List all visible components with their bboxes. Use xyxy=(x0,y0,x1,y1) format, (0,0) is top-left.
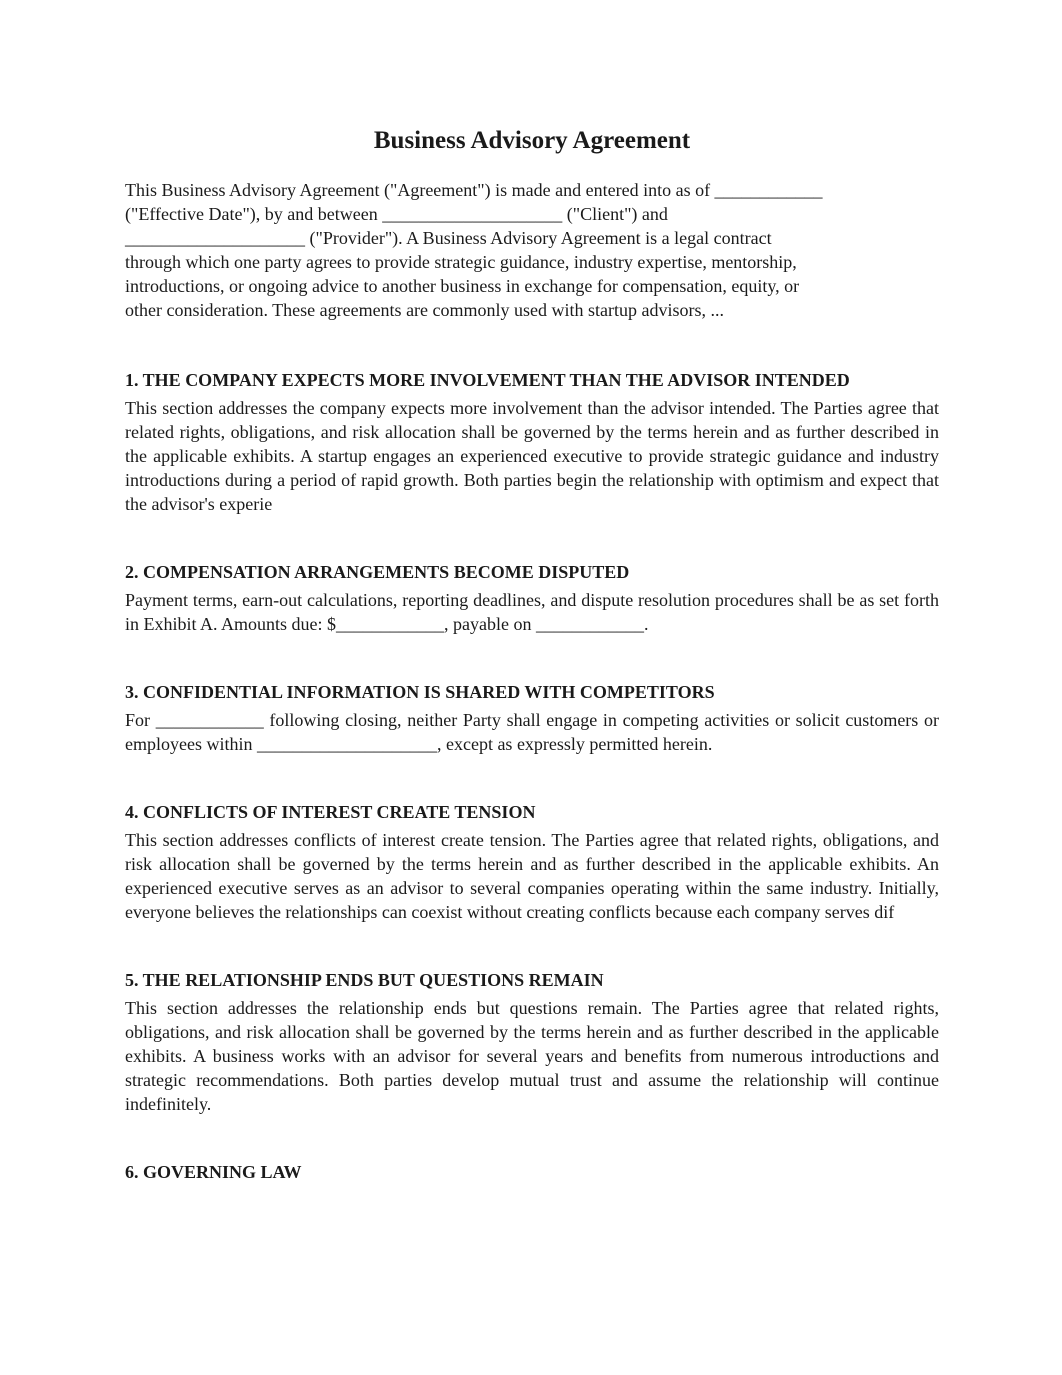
section-5 xyxy=(125,968,939,1116)
section-1-body: This section addresses the company expects more involvement than the advisor intended. The Parties agree that related rights, obligations, and risk allocation shall be governed by the terms herein and as further described in the applicable exhibits. A startup engages an experienced executive to provide strategic guidance and industry introductions during a period of rapid growth. Both parties begin the relationship with optimism and expect that the advisor's experie xyxy=(125,398,939,514)
section-1-heading: 1. THE COMPANY EXPECTS MORE INVOLVEMENT THAN THE ADVISOR INTENDED xyxy=(125,370,850,390)
document-content xyxy=(125,124,939,1188)
section-4-heading: 4. CONFLICTS OF INTEREST CREATE TENSION xyxy=(125,802,536,822)
section-2-body: Payment terms, earn-out calculations, reporting deadlines, and dispute resolution procedures shall be as set forth in Exhibit A. Amounts due: $____________, payable on ____________. xyxy=(125,590,939,634)
section-2-heading: 2. COMPENSATION ARRANGEMENTS BECOME DISPUTED xyxy=(125,562,630,582)
section-3-heading: 3. CONFIDENTIAL INFORMATION IS SHARED WITH COMPETITORS xyxy=(125,682,715,702)
section-1 xyxy=(125,368,939,516)
section-2 xyxy=(125,560,939,636)
section-6 xyxy=(125,1160,939,1184)
document-title: Business Advisory Agreement xyxy=(373,127,691,154)
intro-paragraph: This Business Advisory Agreement ("Agreement") is made and entered into as of ____________ ("Effective Date"), by and between ____________________ ("Client") and ____________________ ("Provider"). A Business Advisory Agreement is a legal contract through which one party agrees to provide strategic guidance, industry expertise, mentorship, introductions, or ongoing advice to another business in exchange for compensation, equity, or other consideration. These agreements are commonly used with startup advisors, ... xyxy=(125,180,823,320)
section-4-body: This section addresses conflicts of interest create tension. The Parties agree that related rights, obligations, and risk allocation shall be governed by the terms herein and as further described in the applicable exhibits. An experienced executive serves as an advisor to several companies operating within the same industry. Initially, everyone believes the relationships can coexist without creating conflicts because each company serves dif xyxy=(125,830,939,922)
section-5-heading: 5. THE RELATIONSHIP ENDS BUT QUESTIONS REMAIN xyxy=(125,970,604,990)
section-3 xyxy=(125,680,939,756)
section-6-heading: 6. GOVERNING LAW xyxy=(125,1162,302,1182)
section-5-body: This section addresses the relationship ends but questions remain. The Parties agree that related rights, obligations, and risk allocation shall be governed by the terms herein and as further described in the applicable exhibits. A business works with an advisor for several years and benefits from numerous introductions and strategic recommendations. Both parties develop mutual trust and assume the relationship will continue indefinitely. xyxy=(125,998,939,1114)
section-4 xyxy=(125,800,939,924)
section-3-body: For ____________ following closing, neither Party shall engage in competing activities or solicit customers or employees within ____________________, except as expressly permitted herein. xyxy=(125,710,939,754)
